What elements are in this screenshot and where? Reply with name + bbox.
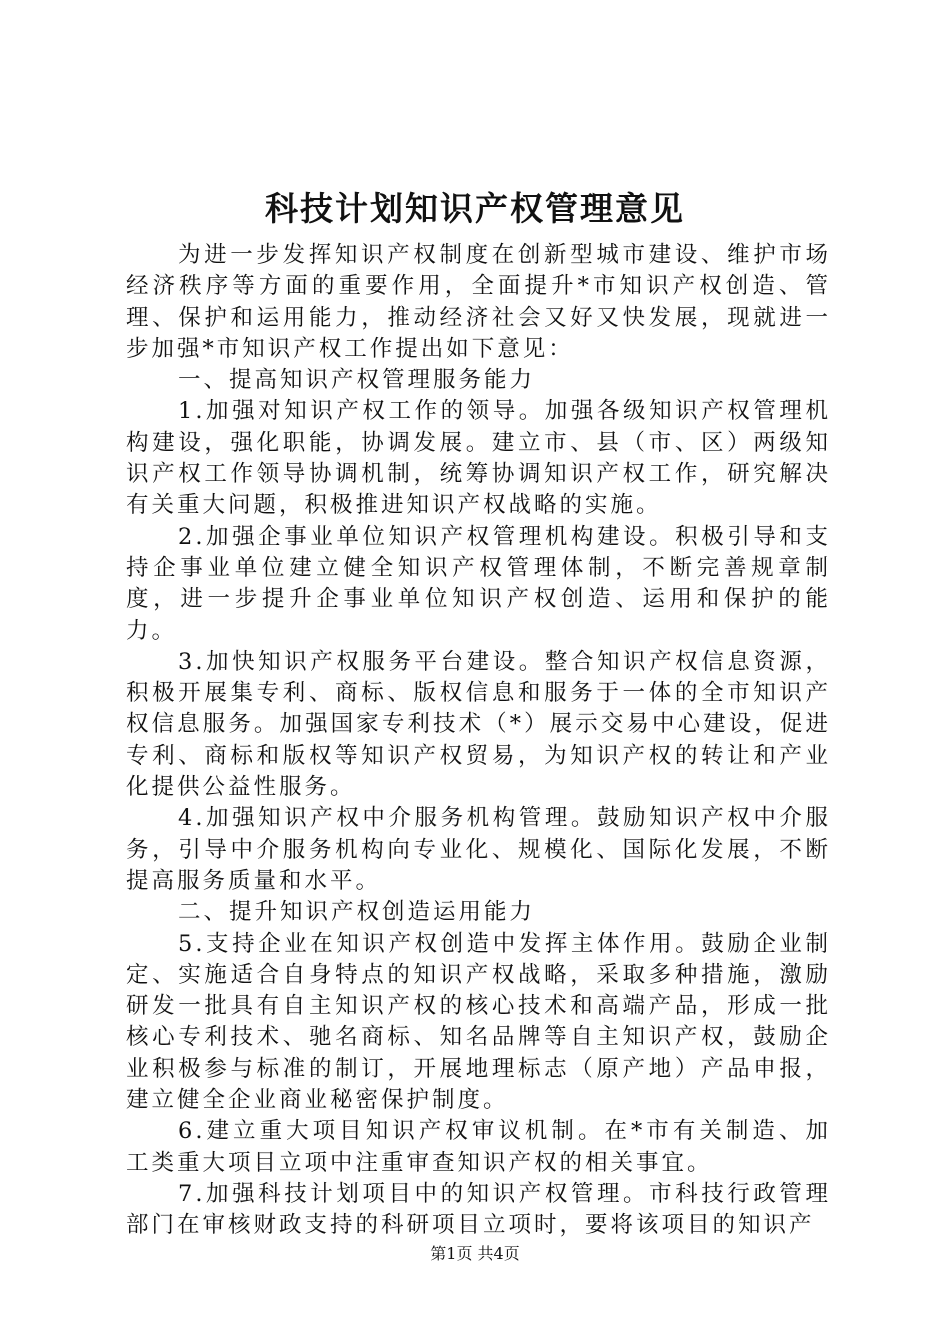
item-paragraph-4: 4.加强知识产权中介服务机构管理。鼓励知识产权中介服务，引导中介服务机构向专业化、规模化、国际化发展，不断提高服务质量和水平。	[126, 805, 831, 894]
section-heading-2: 二、提升知识产权创造运用能力	[178, 899, 536, 926]
item-paragraph-3: 3.加快知识产权服务平台建设。整合知识产权信息资源，积极开展集专利、商标、版权信息和服务于一体的全市知识产权信息服务。加强国家专利技术（*）展示交易中心建设，促进专利、商标和版权等知识产权贸易，为知识产权的转让和产业化提供公益性服务。	[126, 648, 831, 801]
section-heading-1: 一、提高知识产权管理服务能力	[178, 367, 536, 394]
item-paragraph-7: 7.加强科技计划项目中的知识产权管理。市科技行政管理部门在审核财政支持的科研项目立项时，要将该项目的知识产	[126, 1180, 831, 1239]
item-paragraph-5: 5.支持企业在知识产权创造中发挥主体作用。鼓励企业制定、实施适合自身特点的知识产权战略，采取多种措施，激励研发一批具有自主知识产权的核心技术和高端产品，形成一批核心专利技术、驰名商标、知名品牌等自主知识产权，鼓励企业积极参与标准的制订，开展地理标志（原产地）产品申报，建立健全企业商业秘密保护制度。	[126, 930, 831, 1114]
intro-paragraph: 为进一步发挥知识产权制度在创新型城市建设、维护市场经济秩序等方面的重要作用，全面提升*市知识产权创造、管理、保护和运用能力，推动经济社会又好又快发展，现就进一步加强*市知识产权工作提出如下意见：	[126, 242, 831, 362]
document-title: 科技计划知识产权管理意见	[265, 189, 685, 228]
document-body	[126, 240, 831, 1242]
item-paragraph-1: 1.加强对知识产权工作的领导。加强各级知识产权管理机构建设，强化职能，协调发展。建立市、县（市、区）两级知识产权工作领导协调机制，统筹协调知识产权工作，研究解决有关重大问题，积极推进知识产权战略的实施。	[126, 398, 831, 519]
item-paragraph-6: 6.建立重大项目知识产权审议机制。在*市有关制造、加工类重大项目立项中注重审查知识产权的相关事宜。	[126, 1118, 831, 1176]
page-number-footer: 第1页 共4页	[430, 1244, 520, 1263]
item-paragraph-2: 2.加强企事业单位知识产权管理机构建设。积极引导和支持企事业单位建立健全知识产权管理体制，不断完善规章制度，进一步提升企事业单位知识产权创造、运用和保护的能力。	[126, 523, 831, 644]
